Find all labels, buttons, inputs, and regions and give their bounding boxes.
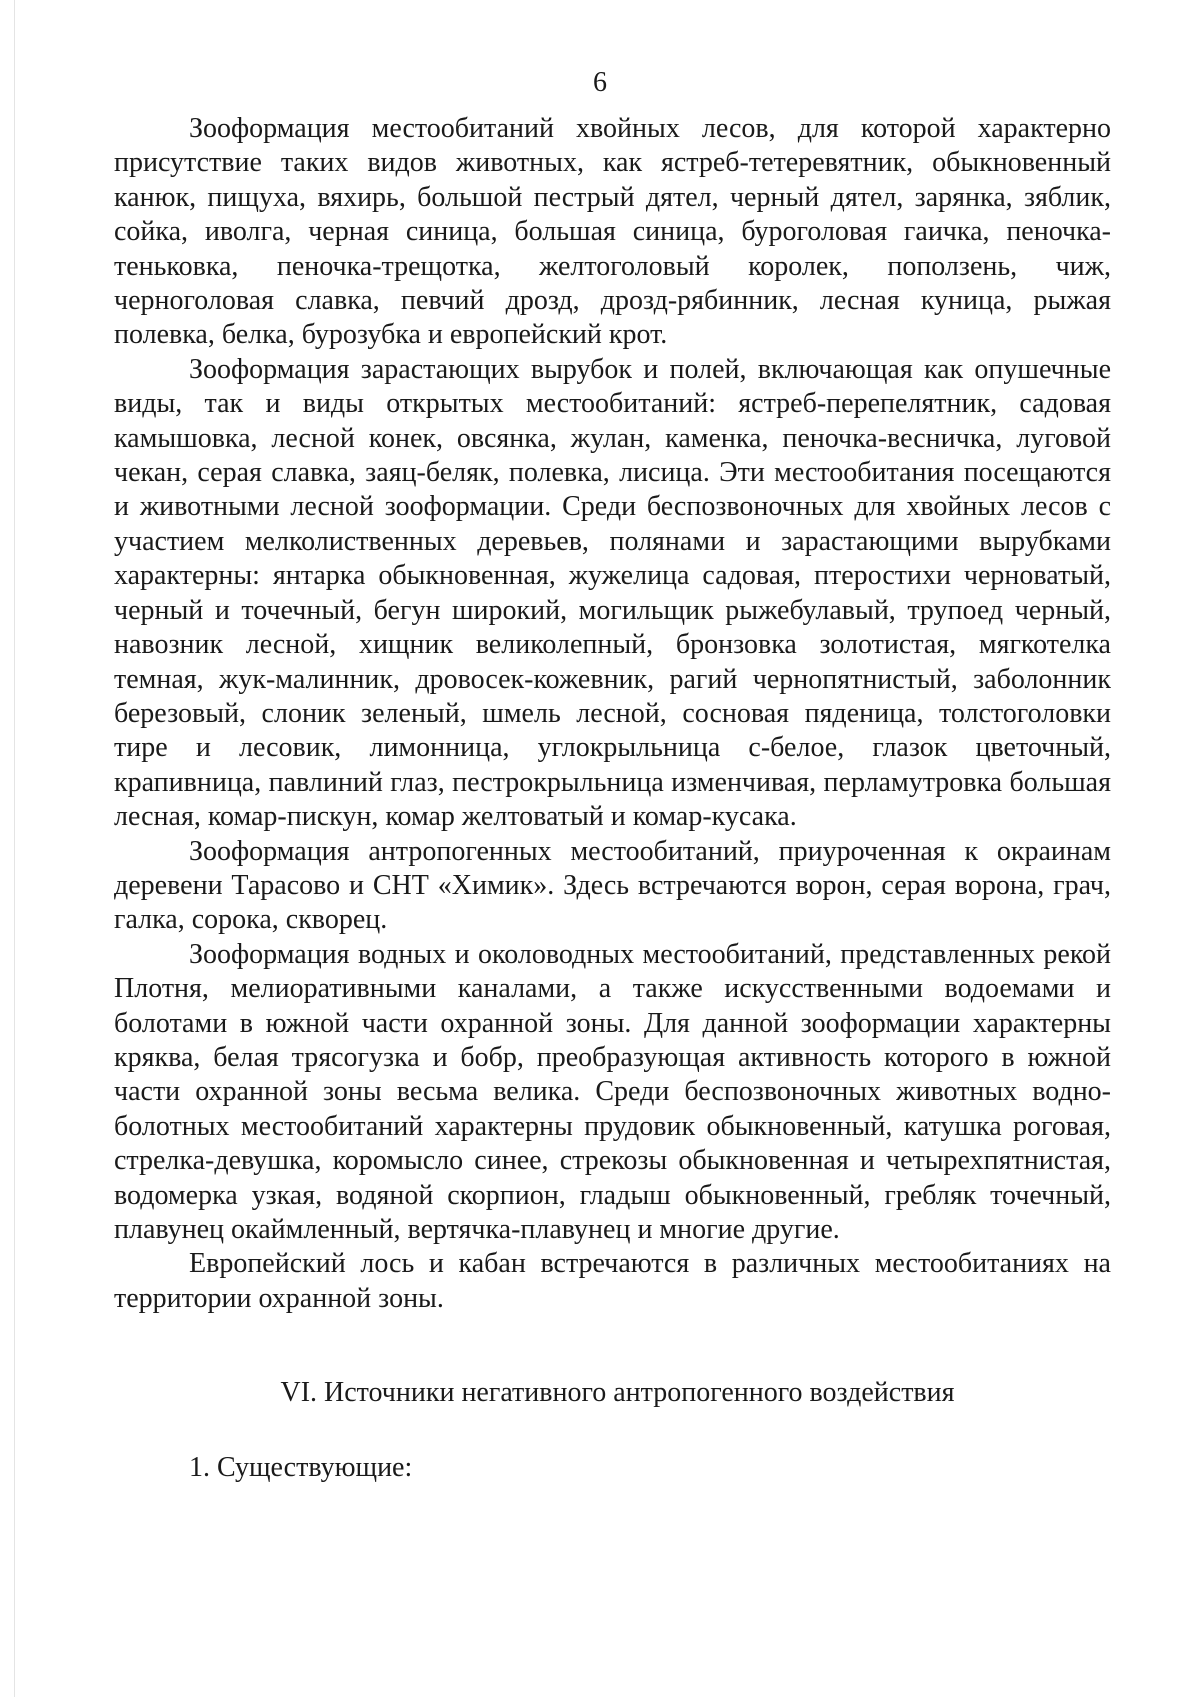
paragraph-anthropogenic-zooformation: Зооформация антропогенных местообитаний, приуроченная к окраинам деревени Тарасово и СНТ «Химик». Здесь встречаются ворон, серая ворона, грач, галка, сорока, скворец.	[114, 835, 1111, 936]
paragraph-clearings-fields-zooformation: Зооформация зарастающих вырубок и полей, включающая как опушечные виды, так и виды открытых местообитаний: ястреб-перепелятник, садовая камышовка, лесной конек, овсянка, жулан, каменка, пеночка-весничка, луговой чекан, серая славка, заяц-беляк, полевка, лисица. Эти местообитания посещаются и животными лесной зооформации. Среди беспозвоночных для хвойных лесов с участием мелколиственных деревьев, полянами и зарастающими вырубками характерны: янтарка обыкновенная, жужелица садовая, птеростихи черноватый, черный и точечный, бегун широкий, могильщик рыжебулавый, трупоед черный, навозник лесной, хищник великолепный, бронзовка золотистая, мягкотелка темная, жук-малинник, дровосек-кожевник, рагий чернопятнистый, заболонник березовый, слоник зеленый, шмель лесной, сосновая пяденица, толстоголовки тире и лесовик, лимонница, углокрыльница с-белое, глазок цветочный, крапивница, павлиний глаз, пестрокрыльница изменчивая, перламутровка большая лесная, комар-пискун, комар желтоватый и комар-кусака.	[114, 353, 1111, 833]
paragraph-coniferous-forest-zooformation: Зооформация местообитаний хвойных лесов, для которой характерно присутствие таких видов животных, как ястреб-тетеревятник, обыкновенный канюк, пищуха, вяхирь, большой пестрый дятел, черный дятел, зарянка, зяблик, сойка, иволга, черная синица, большая синица, буроголовая гаичка, пеночка-теньковка, пеночка-трещотка, желтоголовый королек, поползень, чиж, черноголовая славка, певчий дрозд, дрозд-рябинник, лесная куница, рыжая полевка, белка, бурозубка и европейский крот.	[114, 113, 1111, 351]
list-item-existing: 1. Существующие:	[189, 1451, 413, 1483]
paragraph-aquatic-zooformation: Зооформация водных и околоводных местообитаний, представленных рекой Плотня, мелиоративными каналами, а также искусственными водоемами и болотами в южной части охранной зоны. Для данной зооформации характерны кряква, белая трясогузка и бобр, преобразующая активность которого в южной части охранной зоны весьма велика. Среди беспозвоночных животных водно-болотных местообитаний характерны прудовик обыкновенный, катушка роговая, стрелка-девушка, коромысло синее, стрекозы обыкновенная и четырехпятнистая, водомерка узкая, водяной скорпион, гладыш обыкновенный, гребляк точечный, плавунец окаймленный, вертячка-плавунец и многие другие.	[114, 938, 1111, 1245]
paragraph-elk-boar: Европейский лось и кабан встречаются в различных местообитаниях на территории охранной зоны.	[114, 1248, 1111, 1314]
document-body	[114, 112, 1111, 1485]
section-title: VI. Источники негативного антропогенного воздействия	[280, 1377, 955, 1409]
page-number: 6	[593, 67, 607, 98]
